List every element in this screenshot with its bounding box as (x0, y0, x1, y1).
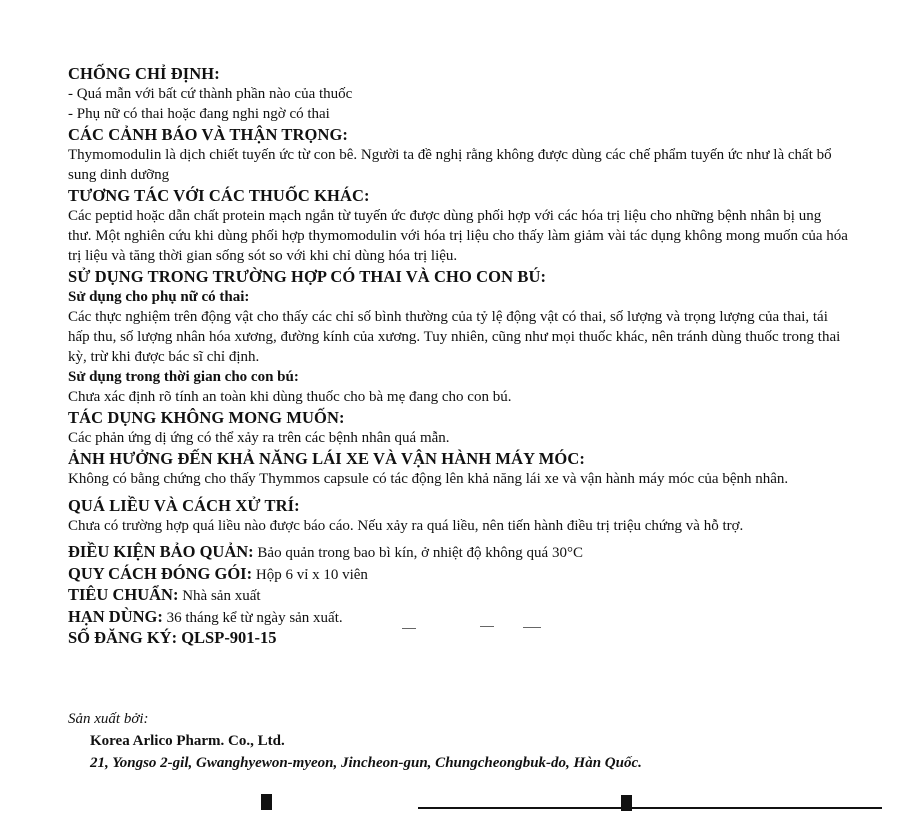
packaging-label: QUY CÁCH ĐÓNG GÓI: (68, 563, 253, 583)
warnings-heading: CÁC CẢNH BÁO VÀ THẬN TRỌNG: (68, 125, 349, 144)
packaging-value: Hộp 6 vỉ x 10 viên (252, 566, 368, 583)
pregnancy-lactation-heading: SỬ DỤNG TRONG TRƯỜNG HỢP CÓ THAI VÀ CHO CON BÚ: (68, 267, 547, 286)
interactions-heading: TƯƠNG TÁC VỚI CÁC THUỐC KHÁC: (68, 186, 370, 205)
pregnancy-subheading: Sử dụng cho phụ nữ có thai: (68, 289, 250, 305)
standard-value: Nhà sản xuất (178, 588, 261, 604)
interactions-text: Các peptid hoặc dẫn chất protein mạch ngắn từ tuyến ức được dùng phối hợp với các hóa trị liệu cho những bệnh nhân bị ung thư. Một nghiên cứu khi dùng phối hợp thymomodulin với hóa trị liệu cho thấy làm giảm vài tác dụng không mong muốn của hóa trị liệu và tăng thời gian sống sót so với khi chỉ dùng hóa trị liệu. (68, 208, 848, 264)
side-effects-heading: TÁC DỤNG KHÔNG MONG MUỐN: (68, 408, 345, 427)
standard-label: TIÊU CHUẨN: (68, 585, 179, 604)
scan-artifact (480, 626, 494, 627)
lactation-text: Chưa xác định rõ tính an toàn khi dùng thuốc cho bà mẹ đang cho con bú. (68, 389, 512, 405)
packaging-line (68, 564, 848, 586)
manufactured-by-label: Sản xuất bởi: (68, 711, 149, 727)
contraindication-item: - Quá mẫn với bất cứ thành phần nào của thuốc (68, 86, 353, 102)
side-effects-text: Các phản ứng dị ứng có thể xảy ra trên các bệnh nhân quá mẫn. (68, 430, 450, 446)
contraindications-heading: CHỐNG CHỈ ĐỊNH: (68, 64, 220, 83)
scan-artifact (523, 627, 541, 628)
bottom-rule (418, 807, 882, 809)
expiry-label: HẠN DÙNG: (68, 606, 163, 626)
registration-value: QLSP-901-15 (177, 628, 277, 647)
storage-label: ĐIỀU KIỆN BẢO QUẢN: (68, 542, 254, 561)
manufacturer-address: 21, Yongso 2-gil, Gwanghyewon-myeon, Jincheon-gun, Chungcheongbuk-do, Hàn Quốc. (90, 755, 642, 771)
registration-label: SỐ ĐĂNG KÝ: (68, 628, 178, 647)
registration-mark (261, 794, 272, 810)
driving-text: Không có bằng chứng cho thấy Thymmos capsule có tác động lên khả năng lái xe và vận hành máy móc của bệnh nhân. (68, 471, 789, 487)
manufacturer-name: Korea Arlico Pharm. Co., Ltd. (90, 733, 285, 749)
scan-artifact (402, 628, 416, 629)
overdose-text: Chưa có trường hợp quá liều nào được báo cáo. Nếu xảy ra quá liều, nên tiến hành điều trị triệu chứng và hỗ trợ. (68, 518, 744, 534)
expiry-value: 36 tháng kể từ ngày sản xuất. (162, 609, 343, 626)
pregnancy-text: Các thực nghiệm trên động vật cho thấy các chỉ số bình thường của tỷ lệ động vật có thai, số lượng và trọng lượng của thai, tái hấp thu, số lượng nhân hóa xương, đường kính của xương. Tuy nhiên, cũng như mọi thuốc khác, nên tránh dùng thuốc trong thai kỳ, trừ khi được bác sĩ chỉ định. (68, 309, 841, 365)
driving-heading: ẢNH HƯỞNG ĐẾN KHẢ NĂNG LÁI XE VÀ VẬN HÀNH MÁY MÓC: (68, 449, 585, 468)
overdose-heading: QUÁ LIỀU VÀ CÁCH XỬ TRÍ: (68, 496, 300, 515)
contraindication-item: - Phụ nữ có thai hoặc đang nghi ngờ có thai (68, 106, 330, 122)
registration-line (68, 628, 848, 650)
lactation-subheading: Sử dụng trong thời gian cho con bú: (68, 369, 299, 385)
storage-value: Bảo quản trong bao bì kín, ở nhiệt độ không quá 30°C (253, 545, 583, 561)
standard-line (68, 585, 848, 607)
expiry-line (68, 607, 848, 629)
warnings-text: Thymomodulin là dịch chiết tuyến ức từ con bê. Người ta đề nghị rằng không được dùng các chế phẩm tuyến ức như là chất bổ sung dinh dưỡng (68, 147, 832, 183)
storage-line (68, 542, 848, 564)
manufacturer-block (68, 708, 868, 774)
leaflet-body (68, 63, 848, 650)
